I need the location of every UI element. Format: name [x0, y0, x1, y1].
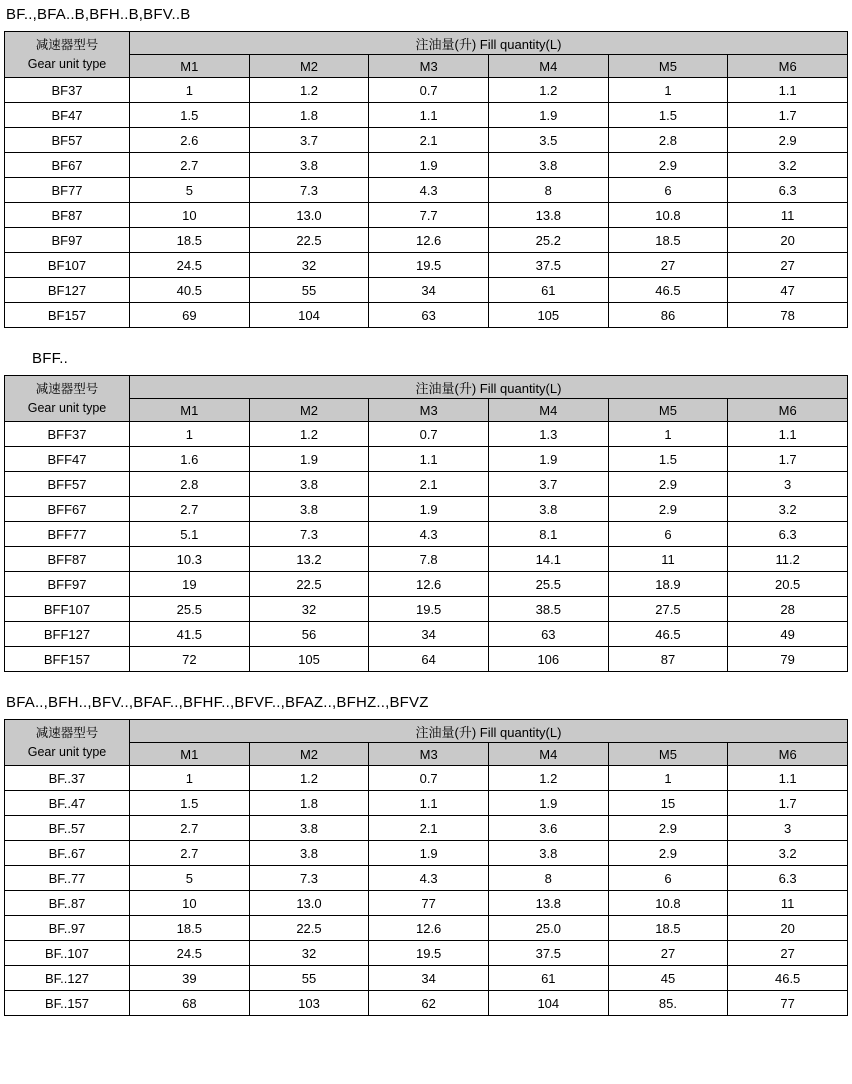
fill-quantity-cell: 46.5 [608, 278, 728, 303]
fill-quantity-cell: 6 [608, 522, 728, 547]
mounting-position-header: M5 [608, 399, 728, 422]
fill-quantity-cell: 55 [249, 278, 369, 303]
mounting-position-header: M2 [249, 743, 369, 766]
fill-quantity-cell: 85. [608, 991, 728, 1016]
fill-quantity-cell: 46.5 [728, 966, 848, 991]
header-row-top [5, 32, 848, 55]
table-row [5, 991, 848, 1016]
fill-quantity-cell: 3.2 [728, 497, 848, 522]
fill-quantity-cell: 1.9 [488, 103, 608, 128]
table-row [5, 597, 848, 622]
fill-quantity-cell: 40.5 [130, 278, 250, 303]
fill-quantity-cell: 22.5 [249, 572, 369, 597]
fill-quantity-cell: 1.9 [249, 447, 369, 472]
fill-quantity-cell: 8 [488, 866, 608, 891]
fill-quantity-cell: 13.0 [249, 203, 369, 228]
table-row [5, 547, 848, 572]
table-section [4, 350, 848, 672]
fill-quantity-cell: 2.8 [608, 128, 728, 153]
fill-quantity-cell: 1.2 [488, 78, 608, 103]
fill-quantity-cell: 1.5 [130, 791, 250, 816]
fill-quantity-cell: 86 [608, 303, 728, 328]
table-row [5, 203, 848, 228]
fill-quantity-cell: 25.5 [488, 572, 608, 597]
fill-quantity-cell: 34 [369, 278, 489, 303]
gear-unit-type-cell: BF77 [5, 178, 130, 203]
table-row [5, 472, 848, 497]
mounting-position-header: M4 [488, 743, 608, 766]
table-row [5, 866, 848, 891]
fill-quantity-cell: 7.3 [249, 522, 369, 547]
fill-quantity-cell: 8 [488, 178, 608, 203]
fill-quantity-cell: 61 [488, 278, 608, 303]
fill-quantity-cell: 41.5 [130, 622, 250, 647]
table-section [4, 6, 848, 328]
fill-quantity-cell: 104 [488, 991, 608, 1016]
fill-quantity-cell: 1.5 [608, 447, 728, 472]
fill-quantity-cell: 1 [130, 422, 250, 447]
fill-quantity-cell: 4.3 [369, 866, 489, 891]
fill-quantity-cell: 106 [488, 647, 608, 672]
fill-quantity-cell: 5 [130, 178, 250, 203]
gear-unit-type-cell: BFF157 [5, 647, 130, 672]
fill-quantity-cell: 19.5 [369, 253, 489, 278]
gear-unit-type-cell: BFF107 [5, 597, 130, 622]
gear-unit-type-cell: BF97 [5, 228, 130, 253]
fill-quantity-cell: 1.8 [249, 791, 369, 816]
header-row-mounting-positions [5, 55, 848, 78]
fill-quantity-cell: 105 [249, 647, 369, 672]
gear-unit-type-header-en: Gear unit type [27, 56, 107, 71]
fill-quantity-cell: 10.8 [608, 891, 728, 916]
header-row-top [5, 720, 848, 743]
gear-unit-type-header [5, 720, 130, 766]
fill-quantity-cell: 1.9 [488, 791, 608, 816]
fill-quantity-cell: 19 [130, 572, 250, 597]
fill-quantity-cell: 28 [728, 597, 848, 622]
gear-unit-type-cell: BFF67 [5, 497, 130, 522]
gear-unit-type-cell: BFF127 [5, 622, 130, 647]
gear-unit-type-header-en: Gear unit type [27, 400, 107, 415]
table-row [5, 891, 848, 916]
fill-quantity-table [4, 375, 848, 672]
gear-unit-type-cell: BF57 [5, 128, 130, 153]
table-row [5, 841, 848, 866]
fill-quantity-cell: 1.9 [369, 841, 489, 866]
table-row [5, 941, 848, 966]
fill-quantity-cell: 18.9 [608, 572, 728, 597]
fill-quantity-cell: 5.1 [130, 522, 250, 547]
fill-quantity-cell: 2.1 [369, 472, 489, 497]
fill-quantity-cell: 34 [369, 622, 489, 647]
fill-quantity-cell: 1 [130, 78, 250, 103]
fill-quantity-table [4, 719, 848, 1016]
fill-quantity-cell: 4.3 [369, 178, 489, 203]
gear-unit-type-cell: BF..67 [5, 841, 130, 866]
mounting-position-header: M1 [130, 55, 250, 78]
fill-quantity-cell: 79 [728, 647, 848, 672]
section-title: BFF.. [32, 350, 69, 367]
fill-quantity-cell: 24.5 [130, 941, 250, 966]
fill-quantity-cell: 27 [608, 253, 728, 278]
fill-quantity-cell: 1.5 [130, 103, 250, 128]
fill-quantity-cell: 1.1 [728, 78, 848, 103]
fill-quantity-cell: 3.8 [488, 497, 608, 522]
fill-quantity-cell: 2.6 [130, 128, 250, 153]
fill-quantity-cell: 3.8 [249, 816, 369, 841]
fill-quantity-cell: 15 [608, 791, 728, 816]
mounting-position-header: M1 [130, 743, 250, 766]
fill-quantity-cell: 13.8 [488, 203, 608, 228]
mounting-position-header: M3 [369, 399, 489, 422]
fill-quantity-cell: 1.1 [369, 791, 489, 816]
fill-quantity-cell: 69 [130, 303, 250, 328]
fill-quantity-cell: 32 [249, 941, 369, 966]
fill-quantity-header: 注油量(升) Fill quantity(L) [130, 376, 848, 399]
fill-quantity-cell: 14.1 [488, 547, 608, 572]
fill-quantity-cell: 0.7 [369, 766, 489, 791]
table-row [5, 178, 848, 203]
fill-quantity-cell: 20.5 [728, 572, 848, 597]
fill-quantity-table [4, 31, 848, 328]
fill-quantity-cell: 32 [249, 253, 369, 278]
fill-quantity-cell: 2.9 [608, 816, 728, 841]
fill-quantity-cell: 10 [130, 891, 250, 916]
gear-unit-type-cell: BF127 [5, 278, 130, 303]
gear-unit-type-cell: BF..157 [5, 991, 130, 1016]
fill-quantity-cell: 1 [608, 422, 728, 447]
fill-quantity-cell: 62 [369, 991, 489, 1016]
table-row [5, 153, 848, 178]
fill-quantity-cell: 1.2 [488, 766, 608, 791]
fill-quantity-cell: 12.6 [369, 572, 489, 597]
fill-quantity-cell: 18.5 [608, 228, 728, 253]
fill-quantity-cell: 10.3 [130, 547, 250, 572]
gear-unit-type-header-cn: 减速器型号 [35, 726, 99, 741]
fill-quantity-cell: 6.3 [728, 178, 848, 203]
gear-unit-type-cell: BF..107 [5, 941, 130, 966]
fill-quantity-cell: 1.3 [488, 422, 608, 447]
fill-quantity-cell: 20 [728, 228, 848, 253]
gear-unit-type-cell: BFF77 [5, 522, 130, 547]
fill-quantity-cell: 61 [488, 966, 608, 991]
fill-quantity-cell: 46.5 [608, 622, 728, 647]
fill-quantity-cell: 3.8 [249, 497, 369, 522]
fill-quantity-cell: 68 [130, 991, 250, 1016]
fill-quantity-cell: 34 [369, 966, 489, 991]
fill-quantity-cell: 2.8 [130, 472, 250, 497]
fill-quantity-cell: 1.8 [249, 103, 369, 128]
table-row [5, 253, 848, 278]
gear-unit-type-cell: BF47 [5, 103, 130, 128]
table-row [5, 422, 848, 447]
fill-quantity-cell: 18.5 [608, 916, 728, 941]
fill-quantity-cell: 103 [249, 991, 369, 1016]
fill-quantity-cell: 3.8 [249, 472, 369, 497]
gear-unit-type-cell: BFF87 [5, 547, 130, 572]
fill-quantity-cell: 8.1 [488, 522, 608, 547]
fill-quantity-cell: 22.5 [249, 916, 369, 941]
mounting-position-header: M6 [728, 55, 848, 78]
gear-unit-type-header-cn: 减速器型号 [35, 38, 99, 53]
table-row [5, 766, 848, 791]
fill-quantity-cell: 27 [608, 941, 728, 966]
fill-quantity-cell: 10.8 [608, 203, 728, 228]
fill-quantity-cell: 105 [488, 303, 608, 328]
fill-quantity-cell: 1.9 [369, 497, 489, 522]
table-row [5, 228, 848, 253]
table-row [5, 622, 848, 647]
fill-quantity-cell: 104 [249, 303, 369, 328]
fill-quantity-cell: 1 [608, 766, 728, 791]
fill-quantity-cell: 19.5 [369, 597, 489, 622]
table-row [5, 447, 848, 472]
fill-quantity-cell: 39 [130, 966, 250, 991]
mounting-position-header: M3 [369, 743, 489, 766]
fill-quantity-cell: 37.5 [488, 941, 608, 966]
fill-quantity-cell: 1.9 [369, 153, 489, 178]
gear-unit-type-cell: BFF37 [5, 422, 130, 447]
fill-quantity-cell: 77 [728, 991, 848, 1016]
fill-quantity-cell: 56 [249, 622, 369, 647]
table-row [5, 128, 848, 153]
fill-quantity-cell: 2.1 [369, 816, 489, 841]
fill-quantity-cell: 3.5 [488, 128, 608, 153]
mounting-position-header: M2 [249, 399, 369, 422]
fill-quantity-cell: 3.2 [728, 153, 848, 178]
fill-quantity-cell: 45 [608, 966, 728, 991]
fill-quantity-cell: 1 [130, 766, 250, 791]
gear-unit-type-cell: BFF57 [5, 472, 130, 497]
fill-quantity-cell: 1.6 [130, 447, 250, 472]
fill-quantity-cell: 1.2 [249, 78, 369, 103]
fill-quantity-cell: 11 [728, 203, 848, 228]
fill-quantity-cell: 3.8 [249, 841, 369, 866]
fill-quantity-cell: 87 [608, 647, 728, 672]
fill-quantity-cell: 72 [130, 647, 250, 672]
gear-unit-type-cell: BF..37 [5, 766, 130, 791]
fill-quantity-cell: 1.7 [728, 791, 848, 816]
fill-quantity-cell: 27 [728, 941, 848, 966]
gear-unit-type-cell: BF67 [5, 153, 130, 178]
table-header [5, 32, 848, 78]
fill-quantity-cell: 1.1 [728, 422, 848, 447]
fill-quantity-cell: 2.1 [369, 128, 489, 153]
table-row [5, 278, 848, 303]
mounting-position-header: M4 [488, 55, 608, 78]
fill-quantity-cell: 2.7 [130, 841, 250, 866]
fill-quantity-cell: 22.5 [249, 228, 369, 253]
fill-quantity-cell: 38.5 [488, 597, 608, 622]
fill-quantity-cell: 13.8 [488, 891, 608, 916]
fill-quantity-cell: 6.3 [728, 866, 848, 891]
mounting-position-header: M4 [488, 399, 608, 422]
fill-quantity-cell: 6.3 [728, 522, 848, 547]
fill-quantity-cell: 10 [130, 203, 250, 228]
table-section [4, 694, 848, 1016]
gear-unit-type-header-en: Gear unit type [27, 744, 107, 759]
fill-quantity-cell: 18.5 [130, 228, 250, 253]
fill-quantity-cell: 19.5 [369, 941, 489, 966]
fill-quantity-cell: 18.5 [130, 916, 250, 941]
table-header [5, 376, 848, 422]
fill-quantity-cell: 3.7 [488, 472, 608, 497]
table-row [5, 816, 848, 841]
gear-unit-type-header-cn: 减速器型号 [35, 382, 99, 397]
fill-quantity-cell: 1.2 [249, 766, 369, 791]
fill-quantity-cell: 20 [728, 916, 848, 941]
fill-quantity-cell: 63 [488, 622, 608, 647]
fill-quantity-cell: 1 [608, 78, 728, 103]
table-body [5, 78, 848, 328]
fill-quantity-cell: 2.9 [608, 841, 728, 866]
gear-unit-type-cell: BF..57 [5, 816, 130, 841]
table-row [5, 916, 848, 941]
table-body [5, 422, 848, 672]
fill-quantity-cell: 2.9 [608, 153, 728, 178]
fill-quantity-cell: 6 [608, 178, 728, 203]
fill-quantity-cell: 1.2 [249, 422, 369, 447]
fill-quantity-cell: 7.7 [369, 203, 489, 228]
fill-quantity-cell: 1.1 [369, 103, 489, 128]
gear-unit-type-cell: BF107 [5, 253, 130, 278]
fill-quantity-cell: 3 [728, 472, 848, 497]
table-row [5, 303, 848, 328]
gear-unit-type-header [5, 32, 130, 78]
fill-quantity-cell: 11 [728, 891, 848, 916]
fill-quantity-cell: 4.3 [369, 522, 489, 547]
fill-quantity-cell: 1.7 [728, 103, 848, 128]
section-title: BFA..,BFH..,BFV..,BFAF..,BFHF..,BFVF..,BFAZ..,BFHZ..,BFVZ [6, 694, 429, 711]
fill-quantity-cell: 11 [608, 547, 728, 572]
fill-quantity-cell: 12.6 [369, 916, 489, 941]
fill-quantity-cell: 25.2 [488, 228, 608, 253]
fill-quantity-cell: 63 [369, 303, 489, 328]
fill-quantity-cell: 49 [728, 622, 848, 647]
mounting-position-header: M1 [130, 399, 250, 422]
mounting-position-header: M2 [249, 55, 369, 78]
fill-quantity-cell: 3.6 [488, 816, 608, 841]
gear-unit-type-cell: BF..47 [5, 791, 130, 816]
mounting-position-header: M5 [608, 55, 728, 78]
gear-unit-type-cell: BF157 [5, 303, 130, 328]
gear-unit-type-cell: BF..127 [5, 966, 130, 991]
fill-quantity-cell: 2.9 [608, 472, 728, 497]
fill-quantity-cell: 1.7 [728, 447, 848, 472]
fill-quantity-cell: 2.7 [130, 816, 250, 841]
fill-quantity-cell: 78 [728, 303, 848, 328]
table-row [5, 103, 848, 128]
section-title: BF..,BFA..B,BFH..B,BFV..B [6, 6, 191, 23]
fill-quantity-cell: 47 [728, 278, 848, 303]
fill-quantity-cell: 12.6 [369, 228, 489, 253]
fill-quantity-cell: 27 [728, 253, 848, 278]
fill-quantity-cell: 7.3 [249, 178, 369, 203]
table-row [5, 966, 848, 991]
fill-quantity-cell: 11.2 [728, 547, 848, 572]
header-row-top [5, 376, 848, 399]
fill-quantity-cell: 27.5 [608, 597, 728, 622]
table-row [5, 791, 848, 816]
table-row [5, 522, 848, 547]
fill-quantity-cell: 77 [369, 891, 489, 916]
table-header [5, 720, 848, 766]
gear-unit-type-cell: BF..77 [5, 866, 130, 891]
fill-quantity-cell: 1.1 [369, 447, 489, 472]
fill-quantity-cell: 0.7 [369, 422, 489, 447]
fill-quantity-cell: 55 [249, 966, 369, 991]
fill-quantity-cell: 32 [249, 597, 369, 622]
fill-quantity-cell: 1.5 [608, 103, 728, 128]
fill-quantity-header: 注油量(升) Fill quantity(L) [130, 32, 848, 55]
fill-quantity-cell: 2.7 [130, 153, 250, 178]
fill-quantity-cell: 25.5 [130, 597, 250, 622]
table-row [5, 572, 848, 597]
gear-unit-type-cell: BF37 [5, 78, 130, 103]
fill-quantity-header: 注油量(升) Fill quantity(L) [130, 720, 848, 743]
fill-quantity-cell: 2.9 [608, 497, 728, 522]
mounting-position-header: M6 [728, 743, 848, 766]
fill-quantity-cell: 7.3 [249, 866, 369, 891]
fill-quantity-cell: 3.7 [249, 128, 369, 153]
table-row [5, 78, 848, 103]
fill-quantity-cell: 3.8 [488, 153, 608, 178]
fill-quantity-cell: 3.2 [728, 841, 848, 866]
table-row [5, 647, 848, 672]
table-row [5, 497, 848, 522]
gear-unit-type-cell: BFF97 [5, 572, 130, 597]
fill-quantity-cell: 37.5 [488, 253, 608, 278]
fill-quantity-cell: 1.9 [488, 447, 608, 472]
gear-unit-type-header [5, 376, 130, 422]
fill-quantity-cell: 2.9 [728, 128, 848, 153]
gear-unit-type-cell: BF..87 [5, 891, 130, 916]
sections-container [4, 6, 848, 1016]
fill-quantity-cell: 6 [608, 866, 728, 891]
header-row-mounting-positions [5, 399, 848, 422]
fill-quantity-cell: 3.8 [249, 153, 369, 178]
fill-quantity-cell: 3.8 [488, 841, 608, 866]
gear-unit-type-cell: BF..97 [5, 916, 130, 941]
fill-quantity-cell: 13.0 [249, 891, 369, 916]
fill-quantity-cell: 2.7 [130, 497, 250, 522]
header-row-mounting-positions [5, 743, 848, 766]
fill-quantity-cell: 0.7 [369, 78, 489, 103]
fill-quantity-cell: 7.8 [369, 547, 489, 572]
fill-quantity-cell: 64 [369, 647, 489, 672]
fill-quantity-cell: 5 [130, 866, 250, 891]
mounting-position-header: M6 [728, 399, 848, 422]
fill-quantity-cell: 13.2 [249, 547, 369, 572]
gear-unit-type-cell: BFF47 [5, 447, 130, 472]
fill-quantity-cell: 1.1 [728, 766, 848, 791]
mounting-position-header: M5 [608, 743, 728, 766]
fill-quantity-cell: 25.0 [488, 916, 608, 941]
mounting-position-header: M3 [369, 55, 489, 78]
fill-quantity-cell: 3 [728, 816, 848, 841]
fill-quantity-cell: 24.5 [130, 253, 250, 278]
table-body [5, 766, 848, 1016]
gear-unit-type-cell: BF87 [5, 203, 130, 228]
